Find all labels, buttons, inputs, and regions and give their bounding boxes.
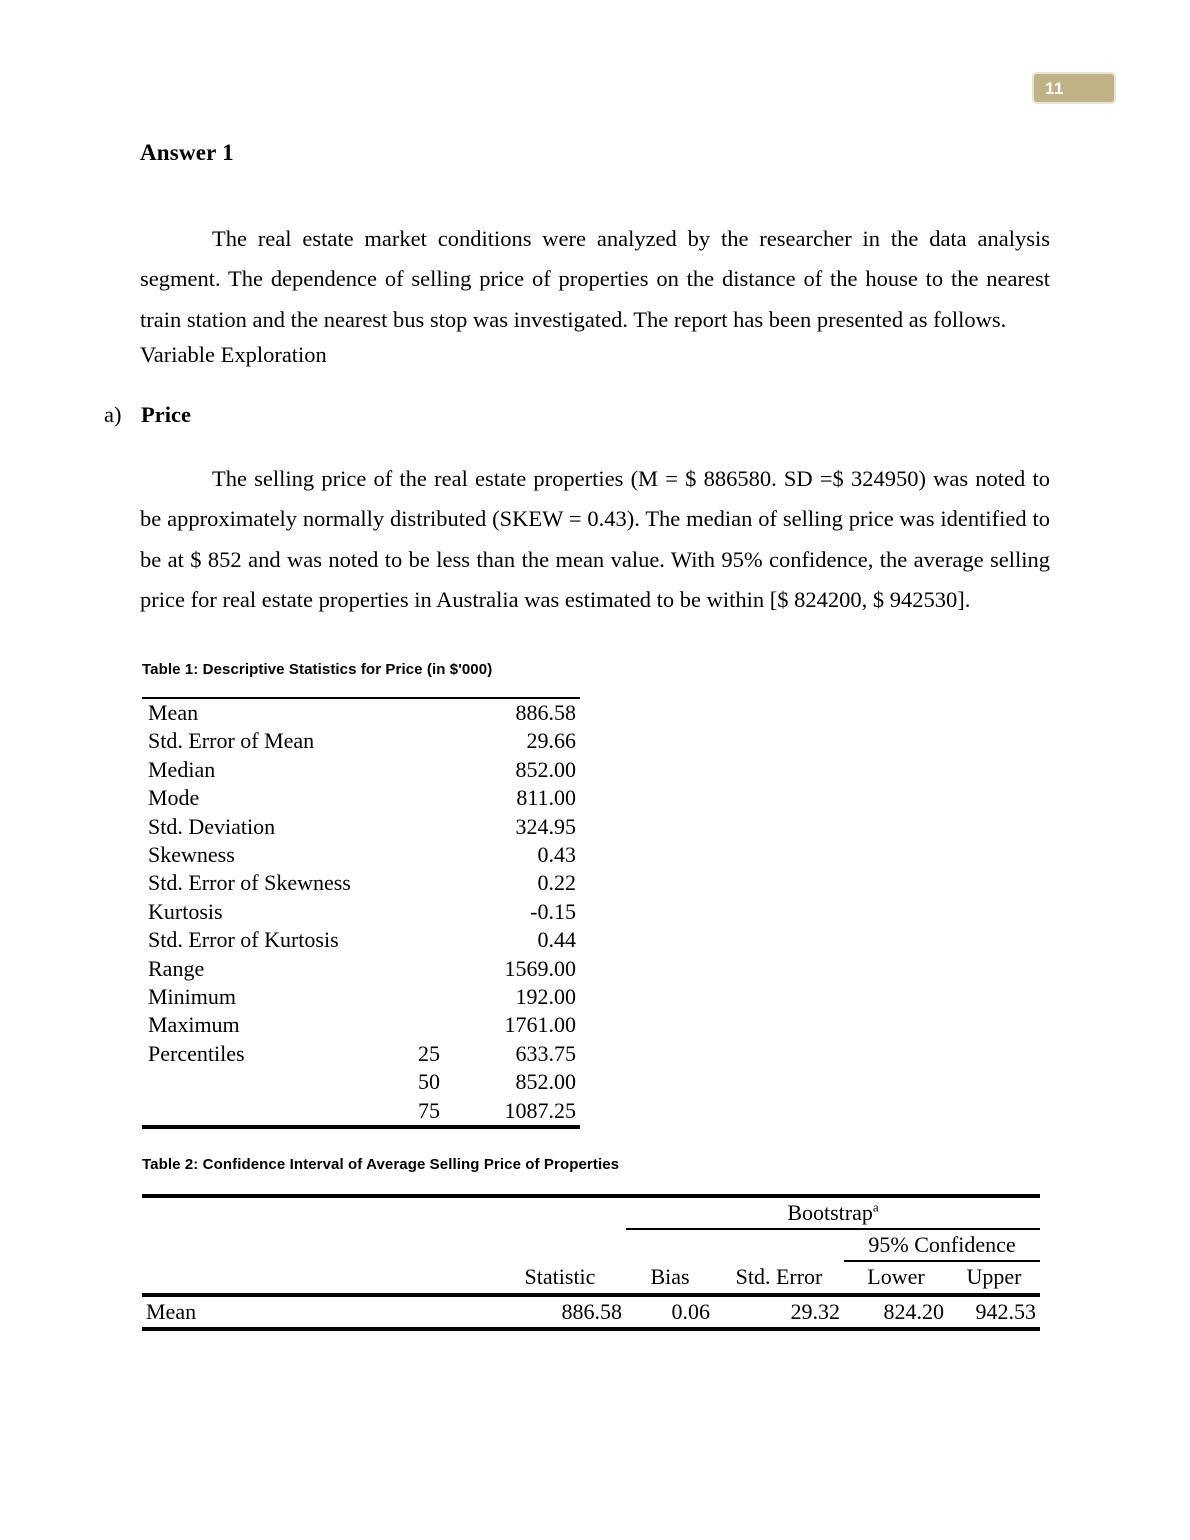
table-row (142, 983, 580, 1011)
table1-body (142, 698, 580, 1129)
stat-percentile (368, 727, 448, 755)
table-row (142, 813, 580, 841)
table2-group-header-row (142, 1198, 1040, 1229)
stat-percentile (368, 813, 448, 841)
stat-label: Kurtosis (148, 898, 223, 924)
column-header-std-error: Std. Error (735, 1264, 823, 1289)
stat-value: -0.15 (530, 898, 576, 924)
table-row (142, 898, 580, 926)
intro-paragraph: The real estate market conditions were analyzed by the researcher in the data analysis segment. The dependence of selling price of properties on the distance of the house to the nearest train station and the nearest bus stop was investigated. The report has been presented as follows. (140, 225, 1050, 332)
stat-label: Std. Error of Kurtosis (148, 927, 339, 953)
page-number-badge (1032, 72, 1116, 104)
table2-ci-header-row (142, 1229, 1040, 1261)
stat-label: Percentiles (148, 1040, 245, 1066)
stat-percentile (368, 869, 448, 897)
stat-percentile: 50 (418, 1069, 440, 1095)
stat-percentile (368, 926, 448, 954)
column-header-lower: Lower (867, 1264, 925, 1289)
stat-percentile (368, 756, 448, 784)
list-item (104, 398, 191, 432)
stat-label: Std. Error of Skewness (148, 870, 351, 896)
cell-lower: 824.20 (883, 1299, 944, 1324)
page-number: 11 (1045, 79, 1064, 98)
stat-value: 1087.25 (504, 1097, 576, 1123)
column-header-bias: Bias (650, 1264, 690, 1289)
cell-statistic: 886.58 (561, 1299, 622, 1324)
stat-label: Mode (148, 785, 200, 811)
table-row (142, 1297, 1040, 1329)
stat-value: 0.43 (537, 842, 576, 868)
stat-percentile (368, 1011, 448, 1039)
table-row (142, 926, 580, 954)
stat-value: 29.66 (526, 728, 576, 754)
stat-value: 852.00 (515, 756, 576, 782)
cell-std-error: 29.32 (790, 1299, 840, 1324)
stat-label (142, 1068, 368, 1096)
list-marker: a) (104, 402, 122, 427)
stat-value: 1761.00 (504, 1012, 576, 1038)
stat-percentile (368, 983, 448, 1011)
cell-upper: 942.53 (975, 1299, 1036, 1324)
table2-bottom-rule (142, 1329, 1040, 1331)
column-header-upper: Upper (966, 1264, 1022, 1289)
column-header-blank (142, 1261, 494, 1295)
stat-percentile (368, 841, 448, 869)
table-row (142, 841, 580, 869)
table-row (142, 727, 580, 755)
confidence-interval-table (142, 1194, 1040, 1331)
table-row (142, 1097, 580, 1127)
stat-percentile: 75 (418, 1097, 440, 1123)
page-title: Answer 1 (140, 140, 234, 165)
table-row (142, 1040, 580, 1068)
stat-value: 192.00 (515, 984, 576, 1010)
stat-label: Std. Error of Mean (148, 728, 315, 754)
table1-bottom-rule (142, 1127, 580, 1129)
descriptive-statistics-table (142, 697, 580, 1129)
table-row (142, 955, 580, 983)
spacer-cell (714, 1229, 844, 1261)
spacer-cell (626, 1229, 714, 1261)
table1-caption: Table 1: Descriptive Statistics for Price (in $'000) (142, 661, 493, 678)
stat-value: 0.22 (537, 870, 576, 896)
stat-value: 0.44 (537, 927, 576, 953)
spacer-cell (142, 1229, 494, 1261)
stat-label: Mean (148, 700, 199, 725)
table2-caption: Table 2: Confidence Interval of Average Selling Price of Properties (142, 1156, 620, 1173)
stat-percentile (368, 699, 448, 727)
cell-bias: 0.06 (671, 1299, 710, 1324)
column-header-statistic: Statistic (524, 1264, 596, 1289)
stat-label: Median (148, 756, 216, 782)
stat-label (142, 1097, 368, 1127)
table2-column-header-row (142, 1261, 1040, 1295)
stat-value: 811.00 (516, 785, 576, 811)
bootstrap-group-header (626, 1198, 1040, 1229)
spacer-cell (142, 1198, 494, 1229)
spacer-cell (494, 1229, 626, 1261)
ci-group-header: 95% Confidence (844, 1229, 1040, 1261)
stat-percentile: 25 (418, 1040, 440, 1066)
price-paragraph: The selling price of the real estate properties (M = $ 886580. SD =$ 324950) was noted to be approximately normally distributed (SKEW = 0.43). The median of selling price was identified to be at $ 852 and was noted to be less than the mean value. With 95% confidence, the average selling price for real estate properties in Australia was estimated to be within [$ 824200, $ 942530]. (140, 465, 1050, 612)
stat-percentile (368, 784, 448, 812)
stat-label: Skewness (148, 842, 235, 868)
table-row (142, 699, 580, 727)
table-row (142, 1068, 580, 1096)
section-label: Variable Exploration (140, 342, 327, 367)
list-item-label: Price (141, 402, 191, 427)
stat-label: Range (148, 955, 205, 981)
stat-percentile (368, 955, 448, 983)
stat-value: 324.95 (515, 813, 576, 839)
stat-value: 1569.00 (504, 955, 576, 981)
bootstrap-label: Bootstrap (787, 1200, 873, 1225)
stat-label: Minimum (148, 984, 237, 1010)
footnote-marker: a (872, 1199, 879, 1215)
table-row (142, 1011, 580, 1039)
row-label: Mean (146, 1299, 197, 1324)
table2-body (142, 1196, 1040, 1331)
stat-label: Std. Deviation (148, 813, 276, 839)
table-row (142, 869, 580, 897)
table-row (142, 756, 580, 784)
table-row (142, 784, 580, 812)
stat-value: 852.00 (515, 1069, 576, 1095)
stat-percentile (368, 898, 448, 926)
spacer-cell (494, 1198, 626, 1229)
stat-label: Maximum (148, 1012, 240, 1038)
stat-value: 886.58 (515, 700, 576, 725)
stat-value: 633.75 (515, 1040, 576, 1066)
